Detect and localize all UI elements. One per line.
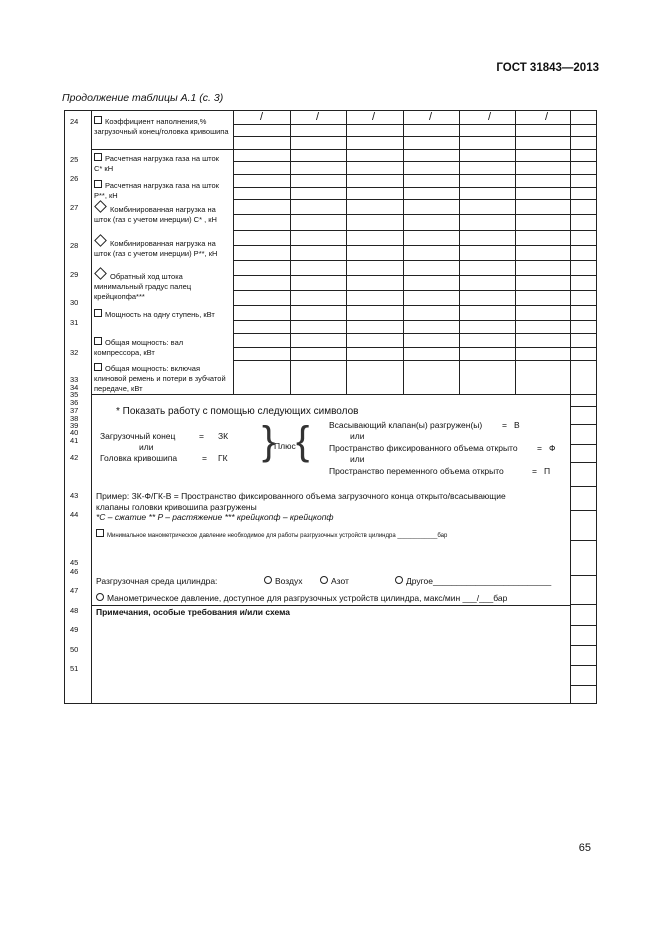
- variable-space-text: Пространство переменного объема открыто: [329, 466, 504, 476]
- loading-end-code: ЗК: [218, 431, 229, 441]
- or-label: или: [350, 454, 365, 464]
- medium-label: Разгрузочная среда цилиндра:: [96, 576, 218, 586]
- column-divider: [290, 110, 291, 394]
- document-header: ГОСТ 31843—2013: [496, 62, 599, 74]
- grid-line: [233, 199, 597, 200]
- symbols-title: * Показать работу с помощью следующих символов: [116, 406, 359, 417]
- grid-line: [233, 320, 597, 321]
- row-number: 44: [70, 510, 79, 519]
- valve-code: В: [514, 420, 520, 430]
- row-number: 39: [70, 421, 79, 430]
- grid-line: [570, 685, 597, 686]
- page-number: 65: [578, 842, 591, 854]
- grid-line: [570, 665, 597, 666]
- row-number: 36: [70, 398, 79, 407]
- row-number: 40: [70, 428, 79, 437]
- row-number: 28: [70, 241, 79, 250]
- radio-icon[interactable]: [320, 576, 328, 584]
- other-option[interactable]: Другое_________________________: [395, 576, 551, 586]
- row-number: 27: [70, 203, 79, 212]
- plus-label: Плюс: [274, 441, 296, 451]
- slash-mark: /: [429, 111, 433, 123]
- grid-line: [570, 645, 597, 646]
- checkbox-icon[interactable]: [94, 180, 102, 188]
- example-line-2: клапаны головки кривошипа разгружены: [96, 502, 257, 512]
- fixed-space-text: Пространство фиксированного объема открыто: [329, 443, 518, 453]
- equals-sign: =: [532, 466, 537, 476]
- row-number: 26: [70, 174, 79, 183]
- grid-line: [233, 161, 597, 162]
- crank-head-label: Головка кривошипа: [100, 453, 178, 463]
- section-line: [91, 394, 597, 395]
- row-number: 35: [70, 390, 79, 399]
- equals-sign: =: [202, 453, 207, 463]
- row-label: Комбинированная нагрузка на шток (газ с учетом инерции) C* , кН: [94, 202, 234, 225]
- grid-line: [570, 540, 597, 541]
- grid-line: [570, 444, 597, 445]
- grid-line: [233, 347, 597, 348]
- grid-line: [233, 187, 597, 188]
- grid-line: [233, 124, 597, 125]
- checkbox-icon[interactable]: [94, 363, 102, 371]
- grid-line: [570, 575, 597, 576]
- checkbox-icon[interactable]: [94, 153, 102, 161]
- grid-line: [233, 333, 597, 334]
- grid-line: [570, 604, 597, 605]
- row-label: Коэффициент наполнения,% загрузочный конец/головка кривошипа: [94, 117, 229, 136]
- right-brace-icon: {: [296, 419, 310, 463]
- table-caption: Продолжение таблицы А.1 (с. 3): [62, 92, 224, 104]
- row-label: Общая мощность: включая клиновой ремень и потери в зубчатой передаче, кВт: [94, 364, 226, 393]
- radio-icon[interactable]: [264, 576, 272, 584]
- grid-line: [570, 486, 597, 487]
- row-number: 43: [70, 491, 79, 500]
- notes-title: Примечания, особые требования и/или схема: [96, 607, 291, 617]
- valve-text: Всасывающий клапан(ы) разгружен(ы): [329, 420, 483, 430]
- column-divider: [403, 110, 404, 394]
- or-label: или: [350, 431, 365, 441]
- checkbox-icon[interactable]: [96, 529, 104, 537]
- row-number: 51: [70, 664, 79, 673]
- row-line: [91, 605, 570, 606]
- row-label: Обратный ход штока минимальный градус палец крейцкопфа***: [94, 269, 229, 302]
- left-brace-icon: }: [262, 419, 276, 463]
- equals-sign: =: [502, 420, 507, 430]
- or-label: или: [139, 442, 154, 452]
- row-number: 31: [70, 318, 79, 327]
- row-label: Расчетная нагрузка газа на шток P**, кН: [94, 181, 219, 200]
- grid-line: [233, 214, 597, 215]
- slash-mark: /: [372, 111, 376, 123]
- slash-mark: /: [316, 111, 320, 123]
- row-number: 32: [70, 348, 79, 357]
- row-label: Мощность на одну ступень, кВт: [94, 309, 234, 320]
- column-divider: [346, 110, 347, 394]
- checkbox-icon[interactable]: [94, 337, 102, 345]
- example-line-1: Пример: ЗК-Ф/ГК-В = Пространство фиксированного объема загрузочного конца открыто/всасывающие: [96, 491, 506, 501]
- row-label: Общая мощность: вал компрессора, кВт: [94, 338, 184, 357]
- grid-line: [570, 406, 597, 407]
- grid-line: [570, 424, 597, 425]
- grid-line: [233, 275, 597, 276]
- grid-line: [233, 290, 597, 291]
- row-line: [91, 149, 597, 150]
- grid-line: [233, 245, 597, 246]
- row-label: Расчетная нагрузка газа на шток C* кН: [94, 154, 219, 173]
- grid-line: [233, 136, 597, 137]
- row-number: 37: [70, 406, 79, 415]
- equals-sign: =: [199, 431, 204, 441]
- slash-mark: /: [488, 111, 492, 123]
- slash-mark: /: [260, 111, 264, 123]
- column-divider: [515, 110, 516, 394]
- row-number: 46: [70, 567, 79, 576]
- row-number: 25: [70, 155, 79, 164]
- row-number: 45: [70, 558, 79, 567]
- footnotes: *C – сжатие ** P – растяжение *** крейцкопф – крейцкопф: [96, 512, 334, 522]
- row-number: 33: [70, 375, 79, 384]
- row-number: 50: [70, 645, 79, 654]
- grid-line: [233, 360, 597, 361]
- row-number: 34: [70, 383, 79, 392]
- row-number: 30: [70, 298, 79, 307]
- row-number: 38: [70, 414, 79, 423]
- variable-space-code: П: [544, 466, 551, 476]
- checkbox-icon[interactable]: [94, 116, 102, 124]
- diamond-icon: [94, 234, 107, 247]
- checkbox-icon[interactable]: [94, 309, 102, 317]
- crank-head-code: ГК: [218, 453, 228, 463]
- grid-line: [570, 462, 597, 463]
- row-number: 49: [70, 625, 79, 634]
- row-number: 42: [70, 453, 79, 462]
- grid-line: [570, 625, 597, 626]
- diamond-icon: [94, 200, 107, 213]
- grid-line: [233, 305, 597, 306]
- radio-icon[interactable]: [96, 593, 104, 601]
- grid-line: [570, 510, 597, 511]
- column-divider: [459, 110, 460, 394]
- diamond-icon: [94, 267, 107, 280]
- row-number: 29: [70, 270, 79, 279]
- equals-sign: =: [537, 443, 542, 453]
- loading-end-label: Загрузочный конец: [100, 431, 176, 441]
- row-number: 24: [70, 117, 79, 126]
- air-option[interactable]: Воздух: [264, 576, 302, 586]
- grid-line: [233, 230, 597, 231]
- fixed-space-code: Ф: [549, 443, 556, 453]
- row-label: Комбинированная нагрузка на шток (газ с учетом инерции) P**, кН: [94, 236, 234, 259]
- min-pressure-line: Минимальное манометрическое давление необходимое для работы разгрузочных устройств цилиндра ____________бар: [96, 529, 447, 539]
- grid-line: [233, 174, 597, 175]
- grid-line: [233, 260, 597, 261]
- row-number: 41: [70, 436, 79, 445]
- num-column-divider: [91, 110, 92, 704]
- row-number: 47: [70, 586, 79, 595]
- radio-icon[interactable]: [395, 576, 403, 584]
- row-number: 48: [70, 606, 79, 615]
- pressure-available-line: Манометрическое давление, доступное для разгрузочных устройств цилиндра, макс/мин ___/___бар: [96, 593, 507, 603]
- nitrogen-option[interactable]: Азот: [320, 576, 349, 586]
- slash-mark: /: [545, 111, 549, 123]
